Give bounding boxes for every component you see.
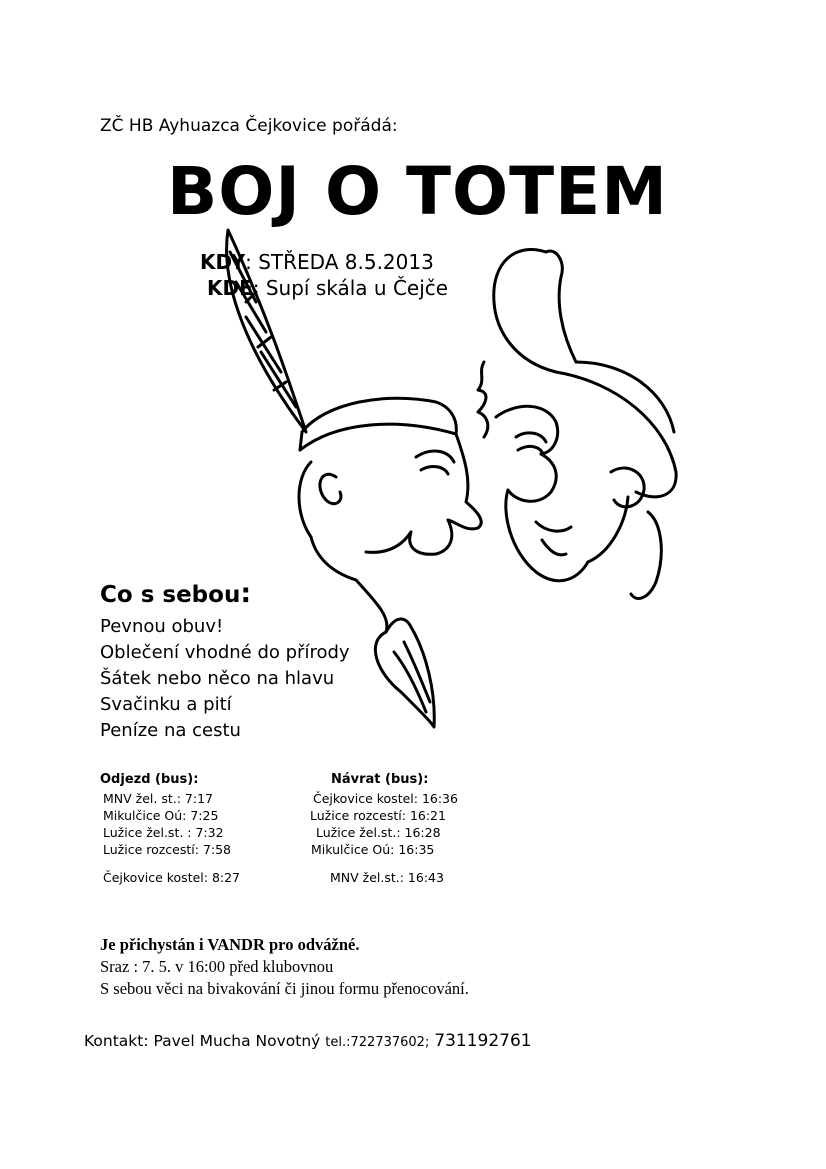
date-value: : STŘEDA 8.5.2013: [245, 250, 434, 274]
return-stop: Mikulčice Oú: 16:35: [311, 842, 435, 857]
bring-heading-text: Co s sebou: [100, 582, 241, 608]
list-item: Šátek nebo něco na hlavu: [100, 668, 335, 689]
departure-stop: Mikulčice Oú: 7:25: [103, 808, 219, 823]
contact-label: Kontakt: Pavel Mucha Novotný: [84, 1032, 321, 1050]
return-list: [310, 790, 458, 858]
list-item: Pevnou obuv!: [100, 616, 224, 637]
event-location: [207, 276, 448, 300]
departure-stop: Lužice žel.st. : 7:32: [103, 825, 224, 840]
vandr-note: [100, 934, 469, 1000]
bring-list: [100, 614, 350, 744]
vandr-meeting: Sraz : 7. 5. v 16:00 před klubovnou: [100, 957, 334, 976]
departure-heading: Odjezd (bus):: [100, 772, 199, 787]
contact-line: [84, 1031, 532, 1051]
return-stop-last: MNV žel.st.: 16:43: [330, 870, 444, 885]
departure-stop: MNV žel. st.: 7:17: [103, 791, 213, 806]
list-item: Peníze na cestu: [100, 720, 241, 741]
location-value: : Supí skála u Čejče: [252, 276, 449, 300]
location-label: KDE: [207, 276, 253, 300]
return-stop: Lužice žel.st.: 16:28: [316, 825, 441, 840]
bring-heading-colon: :: [240, 578, 252, 609]
list-item: Svačinku a pití: [100, 694, 232, 715]
vandr-equipment: S sebou věci na bivakování či jinou formu přenocování.: [100, 979, 469, 998]
event-date: [200, 250, 434, 274]
departure-stop: Lužice rozcestí: 7:58: [103, 842, 232, 857]
cowboy-head: [478, 249, 676, 598]
date-label: KDY: [200, 250, 246, 274]
page-title: BOJ O TOTEM: [167, 153, 668, 230]
return-heading: Návrat (bus):: [331, 772, 429, 787]
return-stop: Čejkovice kostel: 16:36: [313, 791, 458, 806]
organizer-line: ZČ HB Ayhuazca Čejkovice pořádá:: [100, 116, 398, 136]
contact-phone-2: 731192761: [434, 1031, 532, 1051]
departure-stop-last: Čejkovice kostel: 8:27: [103, 870, 241, 885]
bring-heading: [100, 578, 251, 609]
contact-phone: tel.:722737602;: [325, 1035, 430, 1050]
departure-list: [103, 790, 231, 858]
vandr-headline: Je přichystán i VANDR pro odvážné.: [100, 935, 360, 954]
list-item: Oblečení vhodné do přírody: [100, 642, 350, 663]
return-stop: Lužice rozcestí: 16:21: [310, 808, 446, 823]
